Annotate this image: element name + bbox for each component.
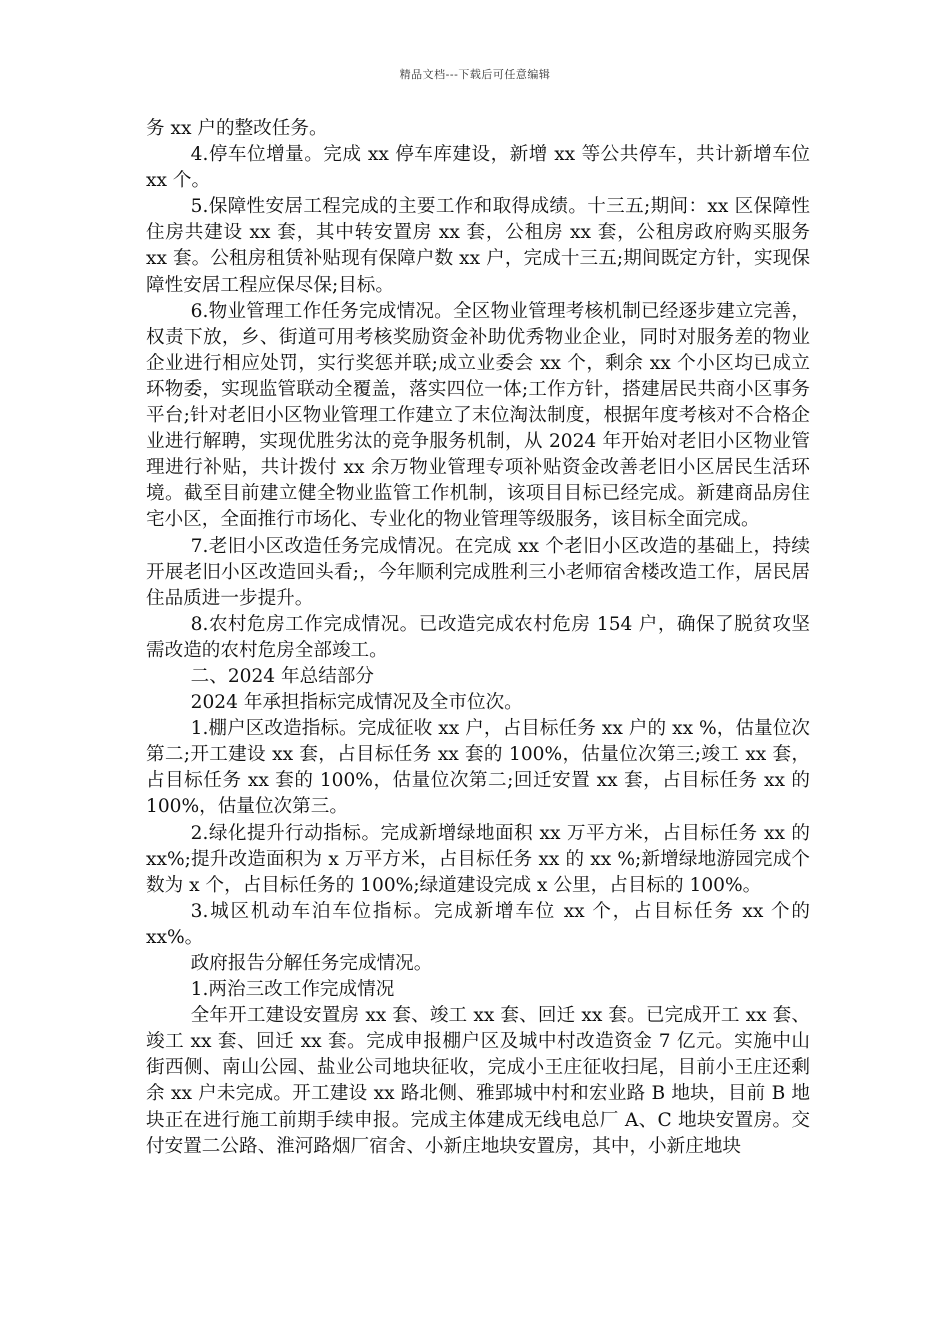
paragraph-10: 3.城区机动车泊车位指标。完成新增车位 xx 个，占目标任务 xx 个的 xx%。 — [146, 900, 810, 948]
paragraph-13: 全年开工建设安置房 xx 套、竣工 xx 套、回迁 xx 套。已完成开工 xx 套、竣工 xx 套、回迁 xx 套。完成申报棚户区及城中村改造资金 7 亿元。实施中山街西侧、南山公园、盐业公司地块征收，完成小王庄征收扫尾，目前小王庄还剩余 xx 户未完成。开工建设 xx 路北侧、雅郢城中村和宏业路 B 地块，目前 B 地块正在进行施工前期手续申报。完成主体建成无线电总厂 A、C 地块安置房。交付安置二公路、淮河路烟厂宿舍、小新庄地块安置房，其中，小新庄地块 — [146, 1005, 810, 1157]
section-heading: 二、2024 年总结部分 — [190, 665, 375, 687]
paragraph-0: 务 xx 户的整改任务。 — [146, 118, 328, 139]
paragraph-8: 1.棚户区改造指标。完成征收 xx 户，占目标任务 xx 户的 xx %，估量位次第二;开工建设 xx 套，占目标任务 xx 套的 100%，估量位次第三;竣工 xx 套，占目标任务 xx 套的 100%，估量位次第二;回迁安置 xx 套，占目标任务 xx 的 100%，估量位次第三。 — [146, 718, 810, 818]
paragraph-5: 8.农村危房工作完成情况。已改造完成农村危房 154 户，确保了脱贫攻坚需改造的农村危房全部竣工。 — [146, 613, 810, 661]
paragraph-3: 6.物业管理工作任务完成情况。全区物业管理考核机制已经逐步建立完善，权责下放，乡、街道可用考核奖励资金补助优秀物业企业，同时对服务差的物业企业进行相应处罚，实行奖惩并联;成立业委会 xx 个，剩余 xx 个小区均已成立环物委，实现监管联动全覆盖，落实四位一体;工作方针，搭建居民共商小区事务平台;针对老旧小区物业管理工作建立了末位淘汰制度，根据年度考核对不合格企业进行解聘，实现优胜劣汰的竞争服务机制，从 2024 年开始对老旧小区物业管理进行补贴，共计拨付 xx 余万物业管理专项补贴资金改善老旧小区居民生活环境。截至目前建立健全物业监管工作机制，该项目目标已经完成。新建商品房住宅小区，全面推行市场化、专业化的物业管理等级服务，该目标全面完成。 — [146, 300, 810, 531]
paragraph-4: 7.老旧小区改造任务完成情况。在完成 xx 个老旧小区改造的基础上，持续开展老旧小区改造回头看;，今年顺利完成胜利三小老师宿舍楼改造工作，居民居住品质进一步提升。 — [146, 535, 810, 609]
paragraph-2: 5.保障性安居工程完成的主要工作和取得成绩。十三五;期间：xx 区保障性住房共建设 xx 套，其中转安置房 xx 套，公租房 xx 套，公租房政府购买服务 xx 套。公租房租赁补贴现有保障户数 xx 户，完成十三五;期间既定方针，实现保障性安居工程应保尽保;目标。 — [146, 196, 810, 296]
paragraph-11: 政府报告分解任务完成情况。 — [190, 953, 433, 974]
paragraph-7: 2024 年承担指标完成情况及全市位次。 — [190, 692, 523, 714]
page-header: 精品文档---下载后可任意编辑 — [399, 68, 551, 81]
paragraph-1: 4.停车位增量。完成 xx 停车库建设，新增 xx 等公共停车，共计新增车位 xx 个。 — [146, 144, 810, 192]
document-body — [146, 116, 810, 1160]
paragraph-12: 1.两治三改工作完成情况 — [190, 979, 395, 1001]
paragraph-9: 2.绿化提升行动指标。完成新增绿地面积 xx 万平方米，占目标任务 xx 的 xx%;提升改造面积为 x 万平方米，占目标任务 xx 的 xx %;新增绿地游园完成个数为 x 个，占目标任务的 100%;绿道建设完成 x 公里，占目标的 100%。 — [146, 822, 810, 896]
